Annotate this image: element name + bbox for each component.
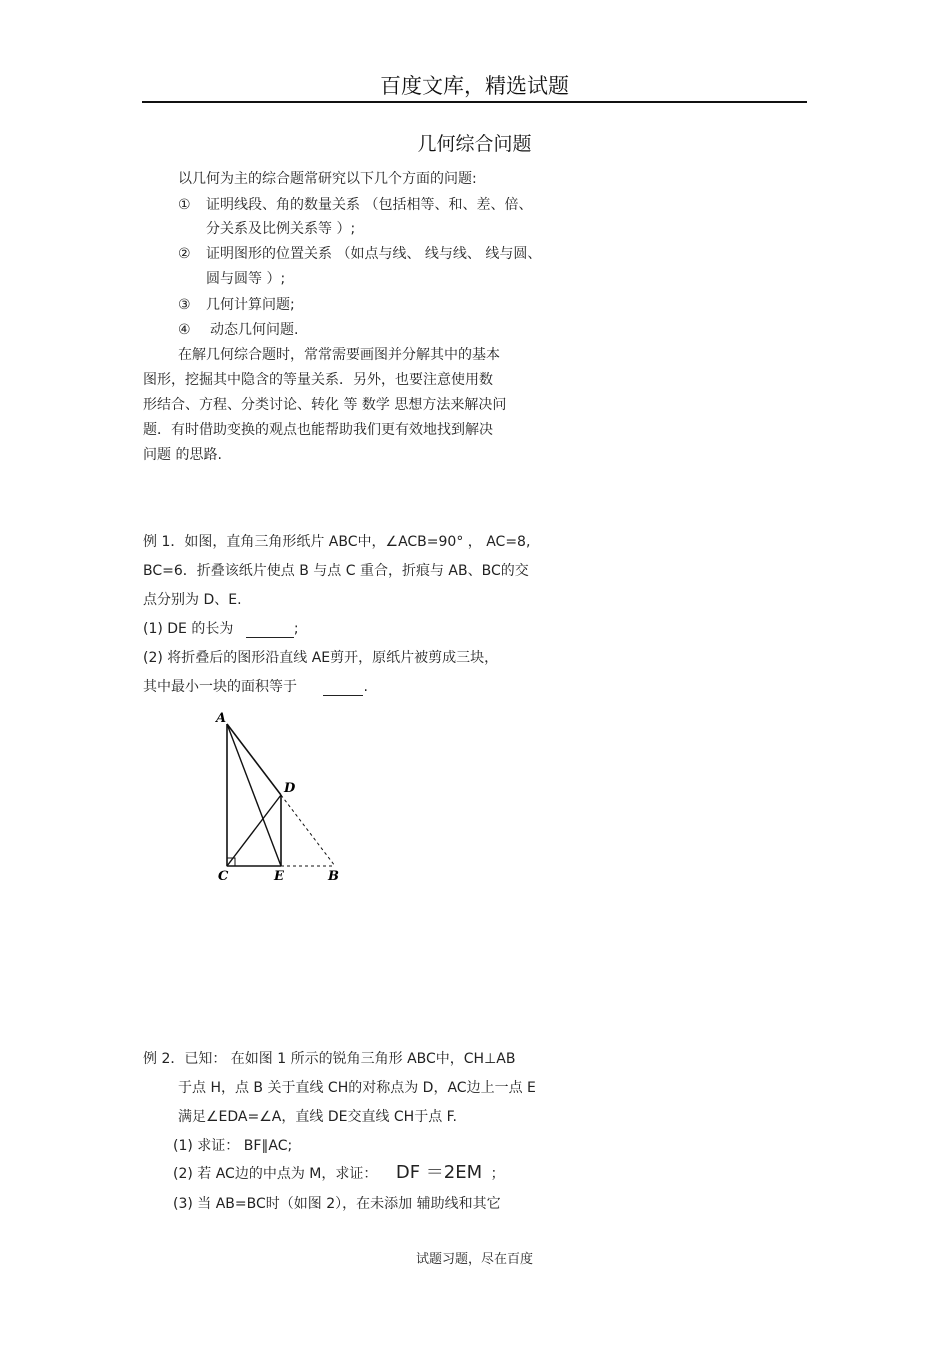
segment-cd: [227, 795, 281, 866]
segment-ad: [227, 724, 281, 795]
label-b: B: [328, 869, 339, 884]
example1-q2-end: .: [363, 679, 368, 695]
intro-item-3-num: ③: [178, 297, 191, 313]
example2-question-1: (1) 求证： BF∥AC;: [173, 1138, 293, 1154]
label-a: A: [216, 711, 227, 726]
example1-q2-text: 其中最小一块的面积等于: [143, 679, 297, 695]
segment-ae: [227, 724, 281, 866]
label-d: D: [284, 781, 296, 796]
intro-para-line-3: 形结合、方程、分类讨论、转化 等 数学 思想方法来解决问: [143, 397, 507, 413]
answer-blank-1[interactable]: [246, 623, 294, 638]
triangle-figure: [205, 700, 355, 890]
example2-q2-formula: DF ＝2EM: [395, 1162, 483, 1183]
example2-line-1: 例 2．已知： 在如图 1 所示的锐角三角形 ABC中，CH⊥AB: [143, 1051, 516, 1067]
intro-item-2-line1: 证明图形的位置关系 （如点与线、 线与线、 线与圆、: [206, 246, 542, 262]
intro-para-line-1: 在解几何综合题时，常常需要画图并分解其中的基本: [178, 347, 500, 363]
example1-line-1: 例 1．如图，直角三角形纸片 ABC中，∠ACB=90° ， AC=8,: [143, 534, 531, 550]
intro-item-1-num: ①: [178, 197, 191, 213]
example2-q2-end: ；: [490, 1166, 505, 1182]
intro-para-line-2: 图形，挖掘其中隐含的等量关系．另外，也要注意使用数: [143, 372, 493, 388]
intro-item-1-line2: 分关系及比例关系等 ）;: [206, 221, 356, 237]
example1-question-2-line-1: (2) 将折叠后的图形沿直线 AE剪开，原纸片被剪成三块，: [143, 650, 499, 666]
example1-question-2-line-2: [143, 678, 368, 696]
intro-item-3-line1: 几何计算问题;: [206, 297, 295, 313]
example1-q1-text: (1) DE 的长为: [143, 621, 234, 637]
example1-line-3: 点分别为 D、E.: [143, 592, 242, 608]
example2-question-2: [173, 1164, 505, 1183]
intro-item-1-line1: 证明线段、角的数量关系 （包括相等、和、差、倍、: [206, 197, 533, 213]
intro-item-4-num: ④: [178, 322, 191, 338]
example1-question-1: [143, 620, 299, 638]
intro-item-2-line2: 圆与圆等 ）;: [206, 271, 286, 287]
intro-item-2-num: ②: [178, 246, 191, 262]
answer-blank-2[interactable]: [323, 681, 363, 696]
example2-line-3: 满足∠EDA=∠A，直线 DE交直线 CH于点 F.: [178, 1109, 457, 1125]
example1-line-2: BC=6．折叠该纸片使点 B 与点 C 重合，折痕与 AB、BC的交: [143, 563, 529, 579]
example2-line-2: 于点 H，点 B 关于直线 CH的对称点为 D，AC边上一点 E: [178, 1080, 536, 1096]
label-e: E: [274, 869, 284, 884]
page-header: 百度文库，精选试题: [380, 74, 569, 98]
intro-lead: 以几何为主的综合题常研究以下几个方面的问题:: [178, 171, 477, 187]
segment-db: [281, 795, 335, 866]
intro-para-line-4: 题．有时借助变换的观点也能帮助我们更有效地找到解决: [143, 422, 493, 438]
example2-question-3: (3) 当 AB=BC时（如图 2），在未添加 辅助线和其它: [173, 1196, 501, 1212]
page-footer: 试题习题，尽在百度: [415, 1252, 533, 1267]
intro-para-line-5: 问题 的思路.: [143, 447, 222, 463]
header-rule: [142, 101, 807, 103]
label-c: C: [218, 869, 229, 884]
page-title: 几何综合问题: [417, 133, 532, 155]
intro-item-4-line1: 动态几何问题.: [210, 322, 299, 338]
example1-q1-end: ;: [293, 621, 299, 637]
example2-q2-text: (2) 若 AC边的中点为 M，求证：: [173, 1166, 378, 1182]
